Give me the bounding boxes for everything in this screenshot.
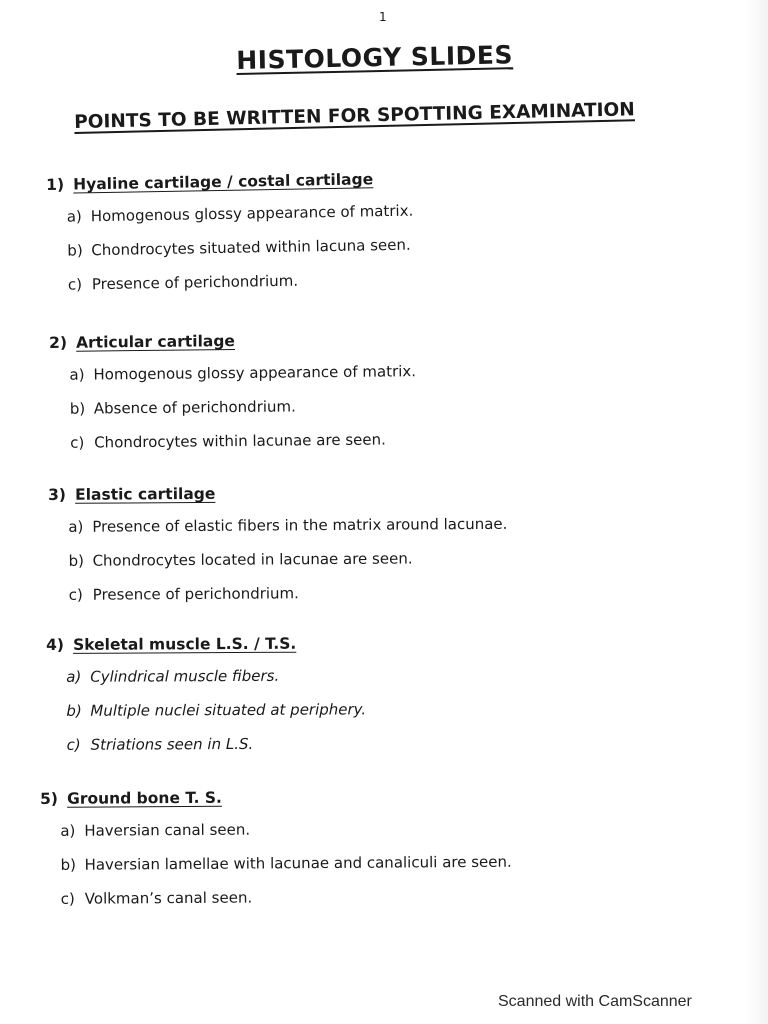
point-list (48, 507, 508, 612)
section-title: Skeletal muscle L.S. / T.S. (73, 634, 297, 654)
section-heading (46, 632, 366, 656)
point-text: Volkman’s canal seen. (84, 888, 253, 908)
list-item (50, 422, 417, 460)
point-text: Presence of perichondrium. (92, 584, 299, 604)
scanner-watermark: Scanned with CamScanner (498, 993, 692, 1010)
list-item (49, 575, 508, 612)
point-text: Presence of elastic fibers in the matrix around lacunae. (92, 514, 508, 536)
list-item (40, 811, 511, 848)
point-text: Homogenous glossy appearance of matrix. (93, 362, 417, 384)
page-subtitle: POINTS TO BE WRITTEN FOR SPOTTING EXAMINATION (74, 99, 636, 133)
section-title: Ground bone T. S. (67, 788, 222, 808)
section-skeletal-muscle (46, 632, 366, 762)
section-number: 5) (40, 789, 59, 808)
section-articular-cartilage (49, 328, 417, 460)
point-letter: a) (68, 517, 84, 536)
section-heading (49, 328, 416, 354)
list-item (46, 658, 366, 694)
point-letter: a) (69, 365, 85, 384)
list-item (48, 262, 415, 302)
point-letter: b) (69, 399, 86, 418)
section-number: 1) (46, 175, 65, 194)
point-letter: b) (66, 701, 82, 720)
section-elastic-cartilage (48, 481, 508, 612)
list-item (41, 879, 512, 916)
point-text: Haversian lamellae with lacunae and canaliculi are seen. (84, 852, 512, 874)
list-item (46, 726, 366, 762)
point-letter: b) (67, 241, 83, 260)
section-heading (46, 168, 413, 196)
point-letter: a) (66, 667, 82, 686)
point-text: Cylindrical muscle fibers. (90, 666, 280, 686)
point-list (49, 354, 417, 460)
point-text: Presence of perichondrium. (91, 271, 299, 294)
point-letter: b) (68, 551, 84, 570)
list-item (48, 507, 507, 544)
point-letter: c) (60, 889, 75, 908)
section-hyaline-cartilage (46, 168, 415, 302)
point-letter: c) (70, 433, 85, 452)
section-number: 4) (46, 635, 64, 654)
list-item (49, 354, 416, 392)
point-letter: c) (67, 275, 83, 294)
point-text: Absence of perichondrium. (93, 397, 296, 418)
section-title: Articular cartilage (76, 332, 235, 352)
list-item (40, 845, 511, 882)
section-title: Elastic cartilage (75, 484, 216, 504)
scan-edge-shadow (746, 0, 768, 1024)
section-heading (48, 481, 507, 506)
page-title: HISTOLOGY SLIDES (236, 40, 514, 75)
list-item (50, 388, 417, 426)
section-ground-bone (40, 785, 512, 916)
section-number: 3) (48, 485, 67, 504)
point-letter: c) (68, 585, 83, 604)
section-title: Hyaline cartilage / costal cartilage (73, 170, 374, 194)
point-text: Chondrocytes situated within lacuna seen. (91, 235, 411, 260)
point-text: Homogenous glossy appearance of matrix. (90, 201, 414, 226)
point-list (46, 194, 414, 302)
section-number: 2) (49, 333, 68, 352)
point-letter: c) (66, 735, 81, 754)
list-item (48, 541, 507, 578)
page-number: 1 (379, 10, 387, 24)
point-text: Chondrocytes within lacunae are seen. (94, 430, 386, 452)
point-list (40, 811, 512, 916)
point-text: Haversian canal seen. (84, 820, 251, 840)
point-letter: b) (60, 855, 76, 874)
point-text: Chondrocytes located in lacunae are seen. (92, 549, 413, 570)
point-letter: a) (60, 821, 76, 840)
point-text: Striations seen in L.S. (90, 734, 254, 754)
point-text: Multiple nuclei situated at periphery. (90, 700, 367, 720)
section-heading (40, 785, 511, 810)
point-letter: a) (66, 207, 82, 226)
list-item (46, 692, 366, 728)
point-list (46, 658, 366, 762)
list-item (47, 228, 414, 268)
